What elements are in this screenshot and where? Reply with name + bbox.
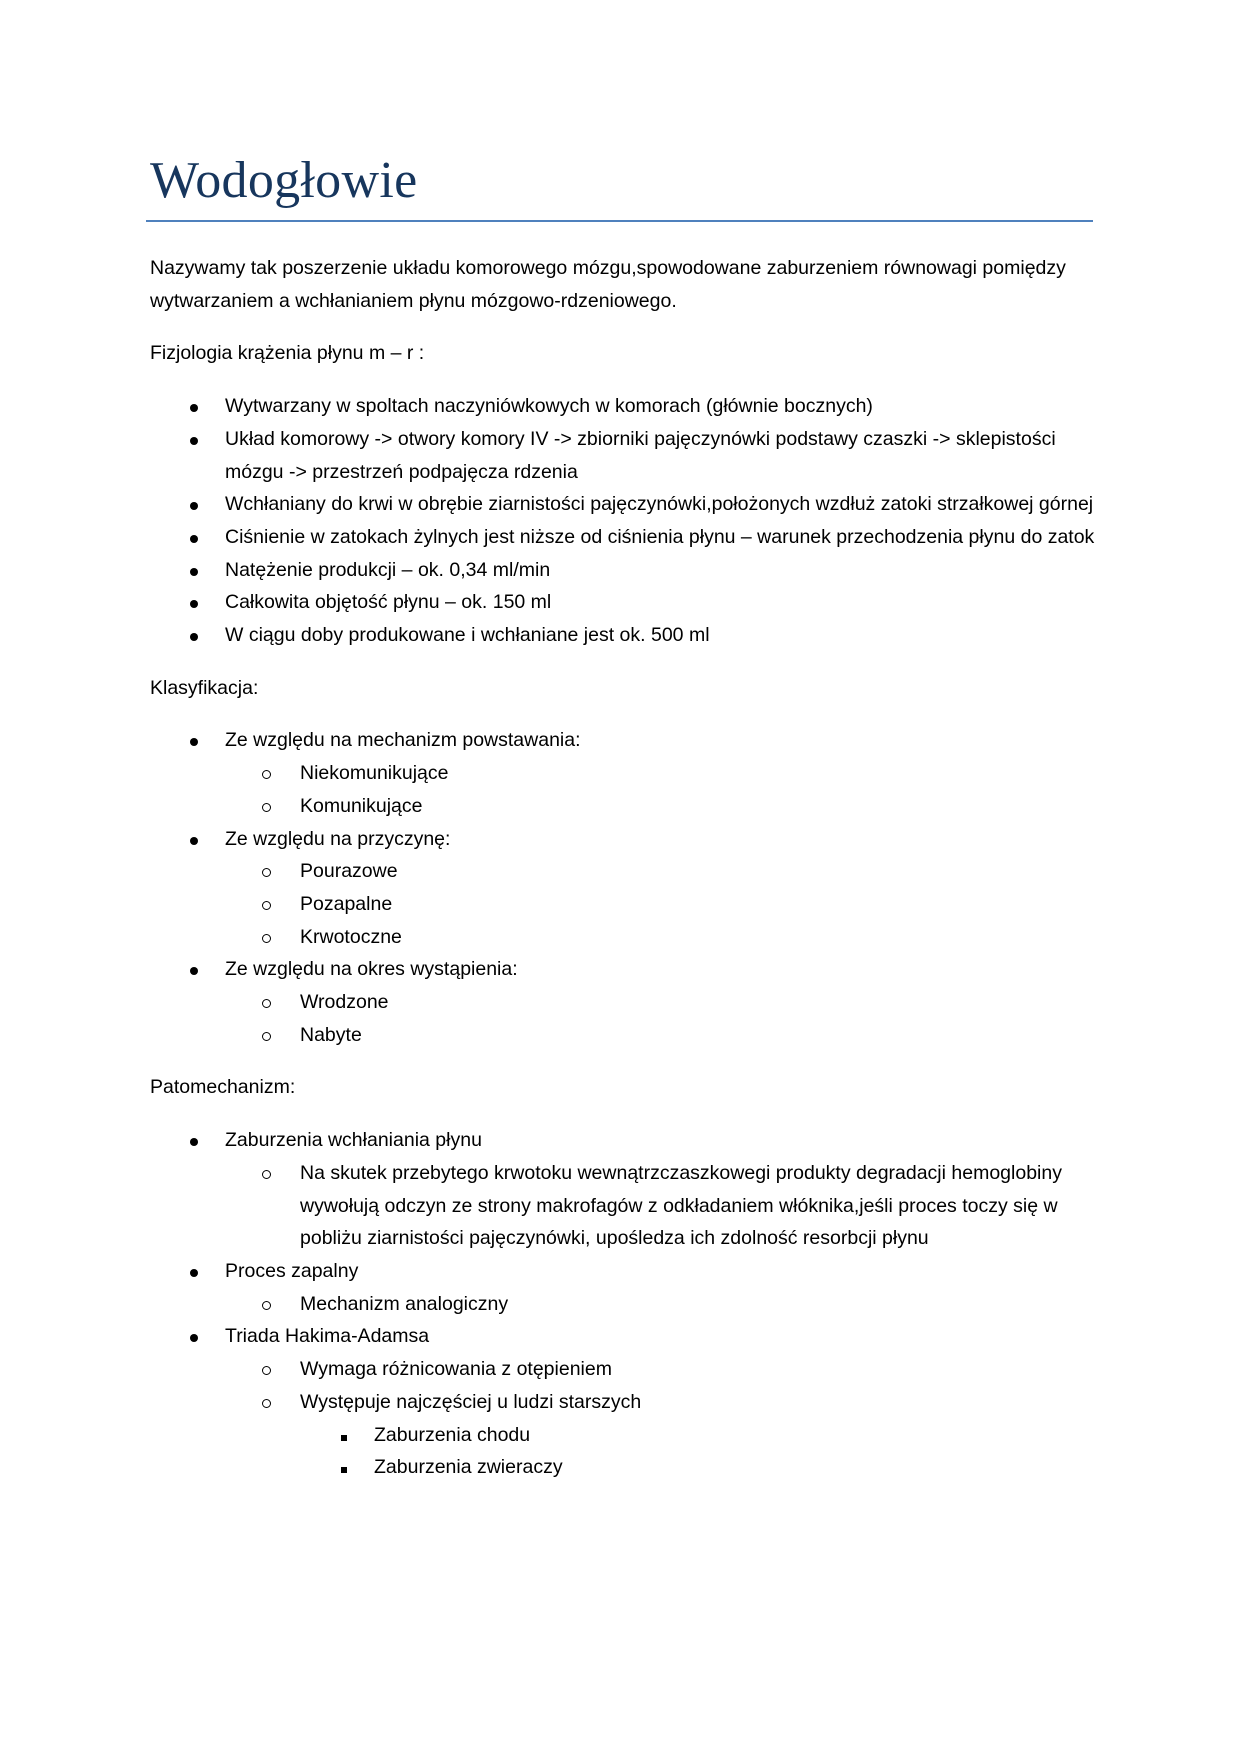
bullet-icon — [190, 554, 198, 587]
list-item — [150, 1320, 1095, 1353]
document-page — [150, 150, 1095, 212]
bullet-icon — [190, 1320, 198, 1353]
bullet-icon — [190, 521, 198, 554]
bullet-icon — [190, 619, 198, 652]
list-item — [150, 423, 1095, 488]
list-item-text: Na skutek przebytego krwotoku wewnątrzczaszkowegi produkty degradacji hemoglobiny wywołują odczyn ze strony makrofagów z odkładaniem włóknika,jeśli proces toczy się w pobliżu ziarnistości pajęczynówki, upośledza ich zdolność resorbcji płynu — [300, 1161, 1062, 1250]
bullet-icon — [190, 953, 198, 986]
list-item-text: Ciśnienie w zatokach żylnych jest niższe od ciśnienia płynu – warunek przechodzenia płynu do zatok — [225, 525, 1095, 548]
bullet-icon — [190, 586, 198, 619]
sub-list-item — [150, 986, 1095, 1019]
square-bullet-icon — [341, 1419, 347, 1452]
circle-bullet-icon — [262, 1288, 271, 1321]
list-item-text: Triada Hakima-Adamsa — [225, 1325, 430, 1348]
physiology-heading: Fizjologia krążenia płynu m – r : — [150, 342, 425, 365]
pathomechanism-heading: Patomechanizm: — [150, 1076, 296, 1099]
list-item — [150, 1124, 1095, 1157]
list-item — [150, 586, 1095, 619]
list-item-text: Wrodzone — [300, 991, 389, 1014]
circle-bullet-icon — [262, 1019, 271, 1052]
sub-list-item — [150, 1288, 1095, 1321]
sub-list-item — [150, 1157, 1095, 1255]
sub-list-item — [150, 1019, 1095, 1052]
physiology-list — [150, 390, 1095, 652]
circle-bullet-icon — [262, 888, 271, 921]
list-item — [150, 953, 1095, 986]
list-item — [150, 488, 1095, 521]
list-item-text: Zaburzenia chodu — [374, 1423, 531, 1446]
sub-sub-list-item — [150, 1451, 1095, 1484]
list-item — [150, 724, 1095, 757]
title-underline — [146, 220, 1093, 222]
classification-heading: Klasyfikacja: — [150, 676, 259, 699]
list-item-text: Ze względu na przyczynę: — [225, 827, 451, 850]
bullet-icon — [190, 390, 198, 423]
sub-list-item — [150, 855, 1095, 888]
list-item-text: Zaburzenia wchłaniania płynu — [225, 1129, 482, 1152]
circle-bullet-icon — [262, 921, 271, 954]
list-item-text: Krwotoczne — [300, 925, 402, 948]
circle-bullet-icon — [262, 1353, 271, 1386]
classification-list — [150, 724, 1095, 1051]
list-item-text: Układ komorowy -> otwory komory IV -> zbiorniki pajęczynówki podstawy czaszki -> sklepistości mózgu -> przestrzeń podpajęcza rdzenia — [225, 427, 1056, 483]
circle-bullet-icon — [262, 1157, 271, 1190]
square-bullet-icon — [341, 1451, 347, 1484]
bullet-icon — [190, 488, 198, 521]
bullet-icon — [190, 823, 198, 856]
list-item-text: Pozapalne — [300, 892, 393, 915]
bullet-icon — [190, 1124, 198, 1157]
list-item-text: Zaburzenia zwieraczy — [374, 1456, 563, 1479]
list-item — [150, 1255, 1095, 1288]
list-item-text: Niekomunikujące — [300, 762, 449, 785]
list-item-text: Wytwarzany w spoltach naczyniówkowych w komorach (głównie bocznych) — [225, 395, 873, 418]
list-item-text: Wymaga różnicowania z otępieniem — [300, 1358, 612, 1381]
list-item-text: Mechanizm analogiczny — [300, 1292, 509, 1315]
list-item — [150, 619, 1095, 652]
sub-list-item — [150, 757, 1095, 790]
circle-bullet-icon — [262, 790, 271, 823]
intro-paragraph: Nazywamy tak poszerzenie układu komorowego mózgu,spowodowane zaburzeniem równowagi pomiędzy wytwarzaniem a wchłanianiem płynu mózgowo-rdzeniowego. — [150, 257, 1066, 312]
bullet-icon — [190, 423, 198, 456]
document-title: Wodogłowie — [150, 152, 418, 209]
list-item-text: Natężenie produkcji – ok. 0,34 ml/min — [225, 558, 551, 581]
list-item-text: Komunikujące — [300, 794, 423, 817]
list-item-text: Wchłaniany do krwi w obrębie ziarnistości pajęczynówki,położonych wzdłuż zatoki strzałkowej górnej — [225, 493, 1094, 516]
document-body — [150, 252, 1095, 1504]
sub-list-item — [150, 1353, 1095, 1386]
list-item — [150, 521, 1095, 554]
list-item — [150, 554, 1095, 587]
circle-bullet-icon — [262, 986, 271, 1019]
sub-sub-list-item — [150, 1419, 1095, 1452]
list-item — [150, 823, 1095, 856]
list-item — [150, 390, 1095, 423]
list-item-text: Nabyte — [300, 1023, 362, 1046]
list-item-text: W ciągu doby produkowane i wchłaniane jest ok. 500 ml — [225, 624, 710, 647]
sub-list-item — [150, 1386, 1095, 1419]
sub-list-item — [150, 790, 1095, 823]
bullet-icon — [190, 724, 198, 757]
sub-list-item — [150, 921, 1095, 954]
list-item-text: Proces zapalny — [225, 1259, 359, 1282]
pathomechanism-list — [150, 1124, 1095, 1484]
list-item-text: Całkowita objętość płynu – ok. 150 ml — [225, 591, 552, 614]
list-item-text: Ze względu na okres wystąpienia: — [225, 958, 518, 981]
circle-bullet-icon — [262, 1386, 271, 1419]
list-item-text: Występuje najczęściej u ludzi starszych — [300, 1390, 642, 1413]
list-item-text: Ze względu na mechanizm powstawania: — [225, 729, 581, 752]
circle-bullet-icon — [262, 855, 271, 888]
sub-list-item — [150, 888, 1095, 921]
list-item-text: Pourazowe — [300, 860, 398, 883]
circle-bullet-icon — [262, 757, 271, 790]
bullet-icon — [190, 1255, 198, 1288]
